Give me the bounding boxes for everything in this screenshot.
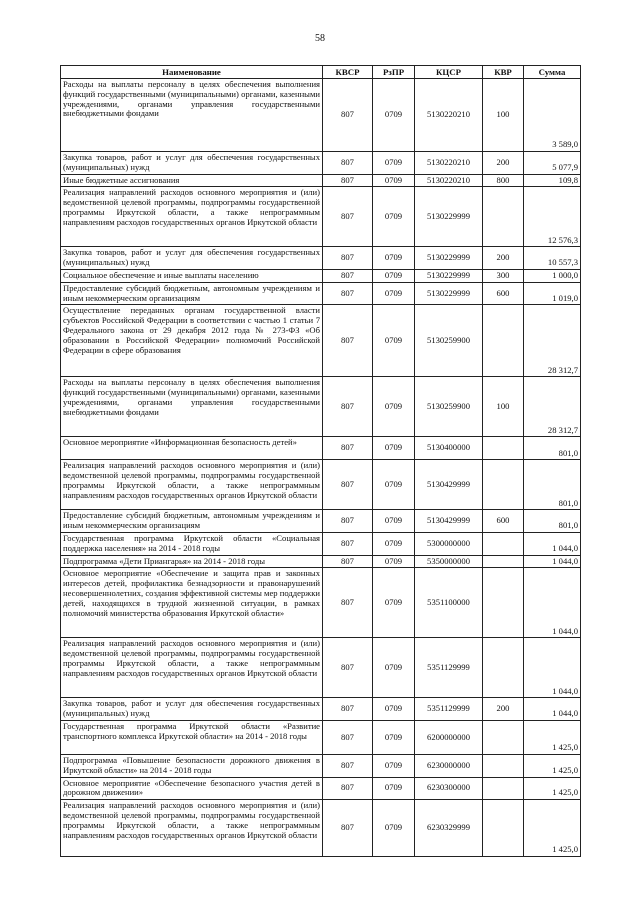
- row-rzpr: 0709: [373, 152, 415, 175]
- row-rzpr: 0709: [373, 174, 415, 187]
- row-kcsr: 5350000000: [415, 555, 483, 568]
- row-sum: 1 425,0: [524, 800, 581, 857]
- table-row: [61, 800, 581, 857]
- row-name: Закупка товаров, работ и услуг для обеспечения государственных (муниципальных) нужд: [61, 698, 323, 721]
- table-row: [61, 247, 581, 270]
- row-kvr: [483, 437, 524, 460]
- row-kcsr: 6230000000: [415, 754, 483, 777]
- row-kvsr: 807: [323, 777, 373, 800]
- row-rzpr: 0709: [373, 510, 415, 533]
- row-sum: 1 044,0: [524, 638, 581, 698]
- row-kvr: [483, 777, 524, 800]
- table-row: [61, 638, 581, 698]
- table-row: [61, 698, 581, 721]
- table-row: [61, 777, 581, 800]
- row-kcsr: 5130400000: [415, 437, 483, 460]
- row-sum: 5 077,9: [524, 152, 581, 175]
- row-kvr: [483, 638, 524, 698]
- row-rzpr: 0709: [373, 754, 415, 777]
- row-name: Закупка товаров, работ и услуг для обеспечения государственных (муниципальных) нужд: [61, 247, 323, 270]
- row-kvsr: 807: [323, 568, 373, 638]
- row-kvsr: 807: [323, 437, 373, 460]
- table-header-row: [61, 66, 581, 79]
- row-kcsr: 5130229999: [415, 270, 483, 283]
- row-sum: 1 044,0: [524, 532, 581, 555]
- row-name: Государственная программа Иркутской области «Социальная поддержка населения» на 2014 - 2018 годы: [61, 532, 323, 555]
- row-kcsr: 5130220210: [415, 174, 483, 187]
- row-name: Расходы на выплаты персоналу в целях обеспечения выполнения функций государственными (муниципальными) органами, казенными учреждениями, органами управления государственными внебюджетными фондами: [61, 377, 323, 437]
- row-kvsr: 807: [323, 174, 373, 187]
- row-kvr: [483, 720, 524, 754]
- row-sum: 109,8: [524, 174, 581, 187]
- row-sum: 1 425,0: [524, 754, 581, 777]
- row-kvsr: 807: [323, 282, 373, 305]
- row-kcsr: 6200000000: [415, 720, 483, 754]
- row-kvsr: 807: [323, 270, 373, 283]
- row-kvsr: 807: [323, 460, 373, 510]
- row-name: Закупка товаров, работ и услуг для обеспечения государственных (муниципальных) нужд: [61, 152, 323, 175]
- row-sum: 28 312,7: [524, 377, 581, 437]
- row-sum: 10 557,3: [524, 247, 581, 270]
- row-sum: 28 312,7: [524, 305, 581, 377]
- row-kvr: [483, 800, 524, 857]
- row-kcsr: 5130259900: [415, 305, 483, 377]
- row-sum: 1 044,0: [524, 698, 581, 721]
- row-rzpr: 0709: [373, 568, 415, 638]
- row-rzpr: 0709: [373, 282, 415, 305]
- row-sum: 1 019,0: [524, 282, 581, 305]
- row-kvsr: 807: [323, 800, 373, 857]
- row-rzpr: 0709: [373, 79, 415, 152]
- table-row: [61, 152, 581, 175]
- row-kvr: 300: [483, 270, 524, 283]
- row-kvr: 100: [483, 79, 524, 152]
- row-name: Реализация направлений расходов основного мероприятия и (или) ведомственной целевой программы, подпрограммы государственной программы Иркутской области, а также непрограммным направлениям расходов государственных органов Иркутской области: [61, 638, 323, 698]
- row-kcsr: 5300000000: [415, 532, 483, 555]
- page-number: 58: [315, 33, 325, 44]
- row-name: Государственная программа Иркутской области «Развитие транспортного комплекса Иркутской области» на 2014 - 2018 годы: [61, 720, 323, 754]
- row-name: Иные бюджетные ассигнования: [61, 174, 323, 187]
- row-kvr: [483, 305, 524, 377]
- row-name: Осуществление переданных органам государственной власти субъектов Российской Федерации в соответствии с частью 1 статьи 7 Федерального закона от 29 декабря 2012 года № 273-ФЗ «Об образовании в Российской Федерации» полномочий Российской Федерации в сфере образования: [61, 305, 323, 377]
- budget-table: [60, 65, 581, 857]
- row-kcsr: 5130429999: [415, 460, 483, 510]
- row-kcsr: 5130229999: [415, 247, 483, 270]
- row-rzpr: 0709: [373, 800, 415, 857]
- row-kcsr: 5351100000: [415, 568, 483, 638]
- table-row: [61, 568, 581, 638]
- header-name: Наименование: [61, 66, 323, 79]
- row-kvsr: 807: [323, 754, 373, 777]
- row-sum: 1 425,0: [524, 720, 581, 754]
- header-rzpr: РзПР: [373, 66, 415, 79]
- row-rzpr: 0709: [373, 247, 415, 270]
- row-kvr: 200: [483, 698, 524, 721]
- table-row: [61, 174, 581, 187]
- row-sum: 801,0: [524, 437, 581, 460]
- row-name: Реализация направлений расходов основного мероприятия и (или) ведомственной целевой программы, подпрограммы государственной программы Иркутской области, а также непрограммным направлениям расходов государственных органов Иркутской области: [61, 460, 323, 510]
- row-kvsr: 807: [323, 555, 373, 568]
- row-name: Основное мероприятие «Обеспечение безопасного участия детей в дорожном движении»: [61, 777, 323, 800]
- row-kvsr: 807: [323, 247, 373, 270]
- table-row: [61, 532, 581, 555]
- row-rzpr: 0709: [373, 377, 415, 437]
- row-kvr: [483, 460, 524, 510]
- row-kcsr: 6230300000: [415, 777, 483, 800]
- row-sum: 3 589,0: [524, 79, 581, 152]
- row-kvr: 100: [483, 377, 524, 437]
- row-rzpr: 0709: [373, 270, 415, 283]
- row-kvr: [483, 555, 524, 568]
- table-row: [61, 555, 581, 568]
- header-kvr: КВР: [483, 66, 524, 79]
- row-name: Основное мероприятие «Информационная безопасность детей»: [61, 437, 323, 460]
- row-kvr: 200: [483, 152, 524, 175]
- row-sum: 801,0: [524, 460, 581, 510]
- row-name: Подпрограмма «Дети Приангарья» на 2014 - 2018 годы: [61, 555, 323, 568]
- table-row: [61, 282, 581, 305]
- row-name: Предоставление субсидий бюджетным, автономным учреждениям и иным некоммерческим организациям: [61, 510, 323, 533]
- row-kvsr: 807: [323, 698, 373, 721]
- row-rzpr: 0709: [373, 187, 415, 247]
- table-row: [61, 754, 581, 777]
- row-rzpr: 0709: [373, 777, 415, 800]
- row-kcsr: 6230329999: [415, 800, 483, 857]
- row-kvr: 800: [483, 174, 524, 187]
- header-sum: Сумма: [524, 66, 581, 79]
- row-kcsr: 5130229999: [415, 187, 483, 247]
- row-kcsr: 5130259900: [415, 377, 483, 437]
- row-sum: 12 576,3: [524, 187, 581, 247]
- table-row: [61, 377, 581, 437]
- row-kcsr: 5351129999: [415, 698, 483, 721]
- table-body: [61, 79, 581, 857]
- row-kvr: [483, 187, 524, 247]
- row-kcsr: 5130229999: [415, 282, 483, 305]
- row-kvsr: 807: [323, 638, 373, 698]
- row-rzpr: 0709: [373, 698, 415, 721]
- table-row: [61, 437, 581, 460]
- row-name: Предоставление субсидий бюджетным, автономным учреждениям и иным некоммерческим организациям: [61, 282, 323, 305]
- row-rzpr: 0709: [373, 305, 415, 377]
- table-row: [61, 270, 581, 283]
- row-kvr: [483, 568, 524, 638]
- header-kvsr: КВСР: [323, 66, 373, 79]
- row-rzpr: 0709: [373, 555, 415, 568]
- row-kvsr: 807: [323, 532, 373, 555]
- row-sum: 1 044,0: [524, 555, 581, 568]
- row-kcsr: 5351129999: [415, 638, 483, 698]
- table-row: [61, 79, 581, 152]
- row-rzpr: 0709: [373, 460, 415, 510]
- row-name: Реализация направлений расходов основного мероприятия и (или) ведомственной целевой программы, подпрограммы государственной программы Иркутской области, а также непрограммным направлениям расходов государственных органов Иркутской области: [61, 800, 323, 857]
- row-rzpr: 0709: [373, 532, 415, 555]
- row-sum: 1 000,0: [524, 270, 581, 283]
- row-name: Основное мероприятие «Обеспечение и защита прав и законных интересов детей, профилактика безнадзорности и правонарушений несовершеннолетних, создания эффективной системы мер поддержки детей, находящихся в трудной жизненной ситуации, в рамках полномочий министерства образования Иркутской области»: [61, 568, 323, 638]
- row-kcsr: 5130429999: [415, 510, 483, 533]
- row-name: Расходы на выплаты персоналу в целях обеспечения выполнения функций государственными (муниципальными) органами, казенными учреждениями, органами управления государственными внебюджетными фондами: [61, 79, 323, 152]
- row-kvr: 600: [483, 510, 524, 533]
- table-row: [61, 187, 581, 247]
- row-kcsr: 5130220210: [415, 79, 483, 152]
- table-row: [61, 305, 581, 377]
- header-kcsr: КЦСР: [415, 66, 483, 79]
- table-row: [61, 720, 581, 754]
- row-kvr: 600: [483, 282, 524, 305]
- table-row: [61, 510, 581, 533]
- row-rzpr: 0709: [373, 720, 415, 754]
- table-row: [61, 460, 581, 510]
- row-kvsr: 807: [323, 79, 373, 152]
- row-kcsr: 5130220210: [415, 152, 483, 175]
- row-kvsr: 807: [323, 720, 373, 754]
- row-kvsr: 807: [323, 187, 373, 247]
- row-name: Социальное обеспечение и иные выплаты населению: [61, 270, 323, 283]
- row-kvsr: 807: [323, 305, 373, 377]
- row-sum: 1 425,0: [524, 777, 581, 800]
- row-kvr: 200: [483, 247, 524, 270]
- row-kvsr: 807: [323, 377, 373, 437]
- row-sum: 1 044,0: [524, 568, 581, 638]
- row-kvsr: 807: [323, 152, 373, 175]
- row-sum: 801,0: [524, 510, 581, 533]
- row-kvsr: 807: [323, 510, 373, 533]
- row-rzpr: 0709: [373, 437, 415, 460]
- row-name: Подпрограмма «Повышение безопасности дорожного движения в Иркутской области» на 2014 - 2018 годы: [61, 754, 323, 777]
- row-name: Реализация направлений расходов основного мероприятия и (или) ведомственной целевой программы, подпрограммы государственной программы Иркутской области, а также непрограммным направлениям расходов государственных органов Иркутской области: [61, 187, 323, 247]
- row-rzpr: 0709: [373, 638, 415, 698]
- row-kvr: [483, 532, 524, 555]
- row-kvr: [483, 754, 524, 777]
